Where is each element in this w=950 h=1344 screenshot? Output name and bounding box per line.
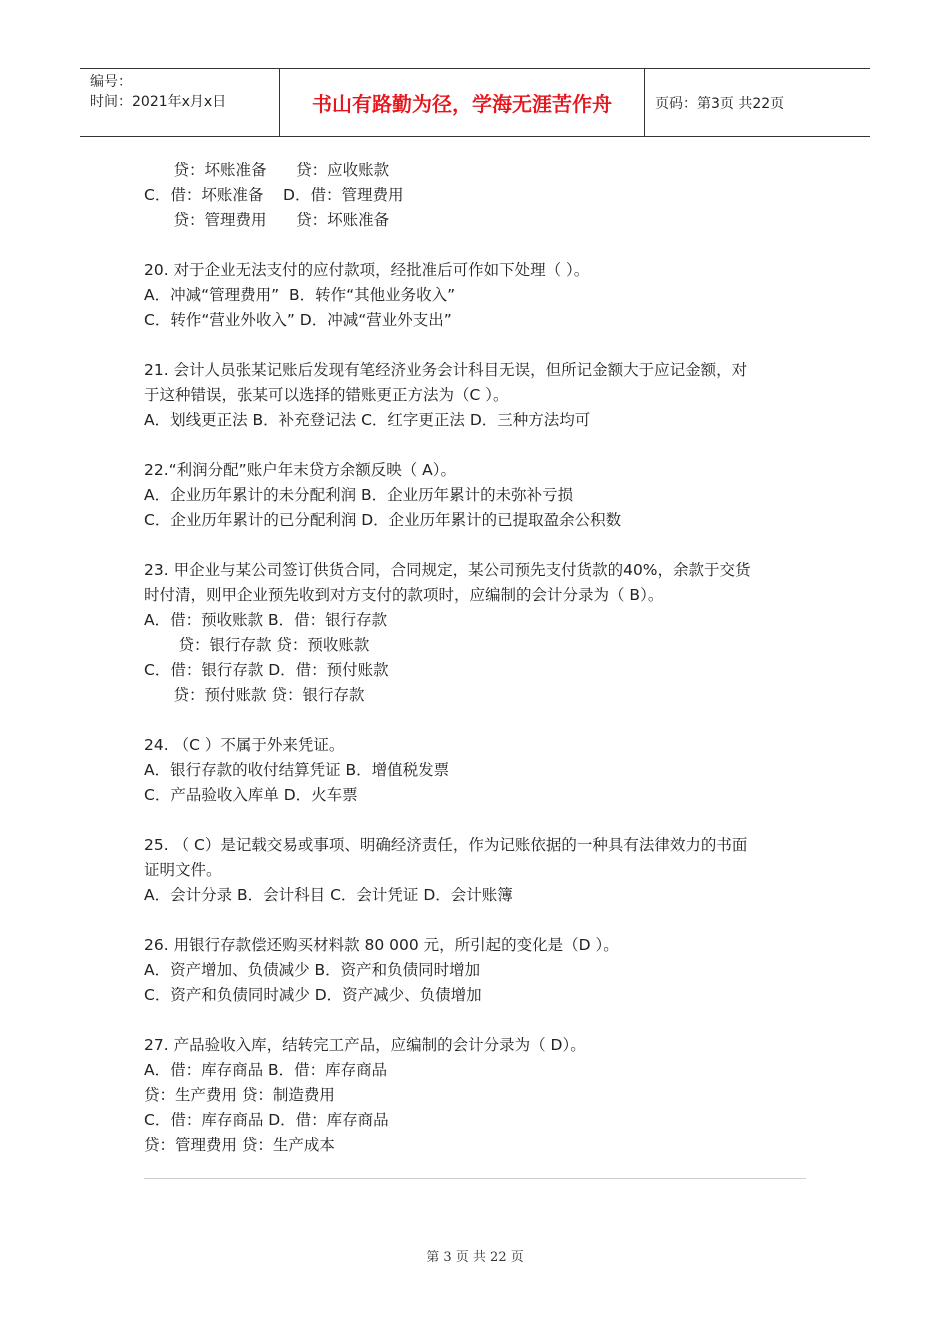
text-line: A．借：库存商品 B．借：库存商品 (144, 1061, 388, 1079)
text-line: 贷：预付账款 贷：银行存款 (144, 686, 365, 704)
text-line: C．产品验收入库单 D．火车票 (144, 786, 358, 804)
text-line: C．资产和负债同时减少 D．资产减少、负债增加 (144, 986, 482, 1004)
page-footer: 第 3 页 共 22 页 (426, 1250, 524, 1265)
text-line: C．借：银行存款 D．借：预付账款 (144, 661, 389, 679)
document-body (144, 158, 814, 1158)
text-line: 25. （ C）是记载交易或事项、明确经济责任，作为记账依据的一种具有法律效力的书面 (144, 836, 748, 854)
text-line: 贷：管理费用 贷：坏账准备 (144, 211, 390, 229)
blank-line (144, 908, 814, 933)
text-line: 贷：坏账准备 贷：应收账款 (144, 161, 390, 179)
text-line: 贷：生产费用 贷：制造费用 (144, 1086, 335, 1104)
text-line: A．企业历年累计的未分配利润 B．企业历年累计的未弥补亏损 (144, 486, 574, 504)
text-line: 于这种错误，张某可以选择的错账更正方法为（C ）。 (144, 386, 509, 404)
text-line: A．资产增加、负债减少 B．资产和负债同时增加 (144, 961, 481, 979)
text-line: 21. 会计人员张某记账后发现有笔经济业务会计科目无误，但所记金额大于应记金额，对 (144, 361, 748, 379)
header-motto: 书山有路勤为径，学海无涯苦作舟 (280, 69, 645, 136)
footer-divider (144, 1178, 806, 1179)
text-line: 23. 甲企业与某公司签订供货合同，合同规定，某公司预先支付货款的40%，余款于交货 (144, 561, 751, 579)
text-line: A．划线更正法 B．补充登记法 C．红字更正法 D．三种方法均可 (144, 411, 591, 429)
text-line: 时付清，则甲企业预先收到对方支付的款项时，应编制的会计分录为（ B）。 (144, 586, 664, 604)
number-label: 编号： (90, 74, 132, 90)
blank-line (144, 708, 814, 733)
text-line: 证明文件。 (144, 861, 222, 879)
text-line: 20. 对于企业无法支付的应付款项，经批准后可作如下处理（ ）。 (144, 261, 590, 279)
text-line: 27. 产品验收入库，结转完工产品，应编制的会计分录为（ D）。 (144, 1036, 586, 1054)
text-line: 贷：管理费用 贷：生产成本 (144, 1136, 335, 1154)
blank-line (144, 1008, 814, 1033)
text-line: C．企业历年累计的已分配利润 D．企业历年累计的已提取盈余公积数 (144, 511, 622, 529)
text-line: C．借：库存商品 D．借：库存商品 (144, 1111, 389, 1129)
text-line: A．借：预收账款 B．借：银行存款 (144, 611, 388, 629)
blank-line (144, 808, 814, 833)
text-line: C．转作“营业外收入” D．冲减“营业外支出” (144, 311, 452, 329)
header-meta (80, 69, 280, 136)
page-header (80, 68, 870, 137)
text-line: A．银行存款的收付结算凭证 B．增值税发票 (144, 761, 450, 779)
blank-line (144, 433, 814, 458)
blank-line (144, 533, 814, 558)
blank-line (144, 333, 814, 358)
blank-line (144, 233, 814, 258)
text-line: C．借：坏账准备 D．借：管理费用 (144, 186, 404, 204)
header-page-info: 页码：第3页 共22页 (655, 95, 785, 112)
text-line: 26. 用银行存款偿还购买材料款 80 000 元，所引起的变化是（D ）。 (144, 936, 619, 954)
text-line: 24. （C ）不属于外来凭证。 (144, 736, 345, 754)
time-label: 时间：2021年x月x日 (90, 94, 227, 110)
text-line: 22.“利润分配”账户年末贷方余额反映（ A）。 (144, 461, 456, 479)
text-line: 贷：银行存款 贷：预收账款 (144, 636, 370, 654)
text-line: A．冲减“管理费用” B．转作“其他业务收入” (144, 286, 456, 304)
text-line: A．会计分录 B．会计科目 C．会计凭证 D．会计账簿 (144, 886, 513, 904)
